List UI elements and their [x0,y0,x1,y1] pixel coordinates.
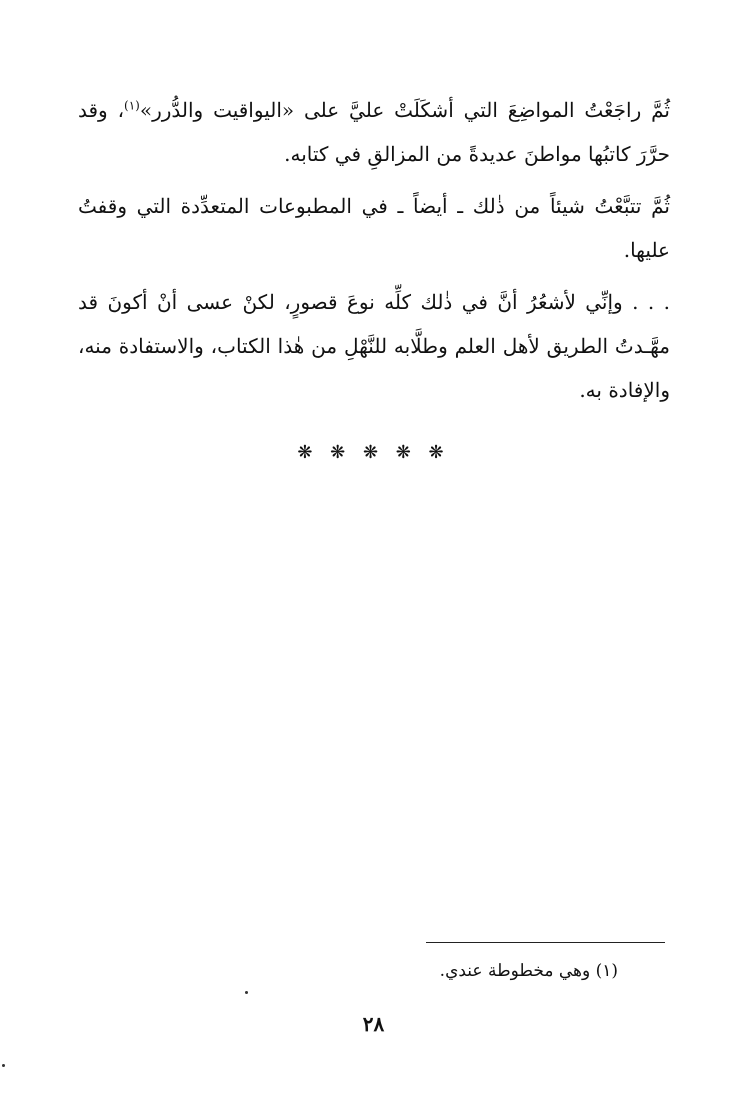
scan-speck [245,991,248,994]
paragraph-1-text: ثُمَّ راجَعْتُ المواضِعَ التي أشكَلَتْ عليَّ على «اليواقيت والدُّرر» [139,98,670,122]
paragraph-3 [78,280,670,412]
scan-speck [2,1064,5,1067]
paragraph-2 [78,184,670,272]
paragraph-1-continuation: ، وقد حرَّرَ كاتبُها مواطنَ عديدةً من المزالقِ في كتابه. [78,98,670,166]
section-separator: ❋ ❋ ❋ ❋ ❋ [297,442,450,463]
page-number: ٢٨ [362,1012,385,1036]
paragraph-1 [78,88,670,176]
paragraph-2-text: ثُمَّ تتبَّعْتُ شيئاً من ذٰلك ـ أيضاً ـ في المطبوعات المتعدِّدة التي وقفتُ عليها. [78,194,670,262]
footnote-reference: (١) [124,98,140,113]
paragraph-3-text: . . . وإنِّي لأشعُرُ أنَّ في ذٰلك كلِّه نوعَ قصورٍ، لكنْ عسى أنْ أكونَ قد مهَّـدتُ الطريق لأهل العلم وطلَّابه للنَّهْلِ من هٰذا الكتاب، والاستفادة منه، والإفادة به. [78,290,670,402]
footnote: (١) وهي مخطوطة عندي. [439,961,618,981]
main-text [78,88,670,420]
footnote-divider [426,942,665,943]
